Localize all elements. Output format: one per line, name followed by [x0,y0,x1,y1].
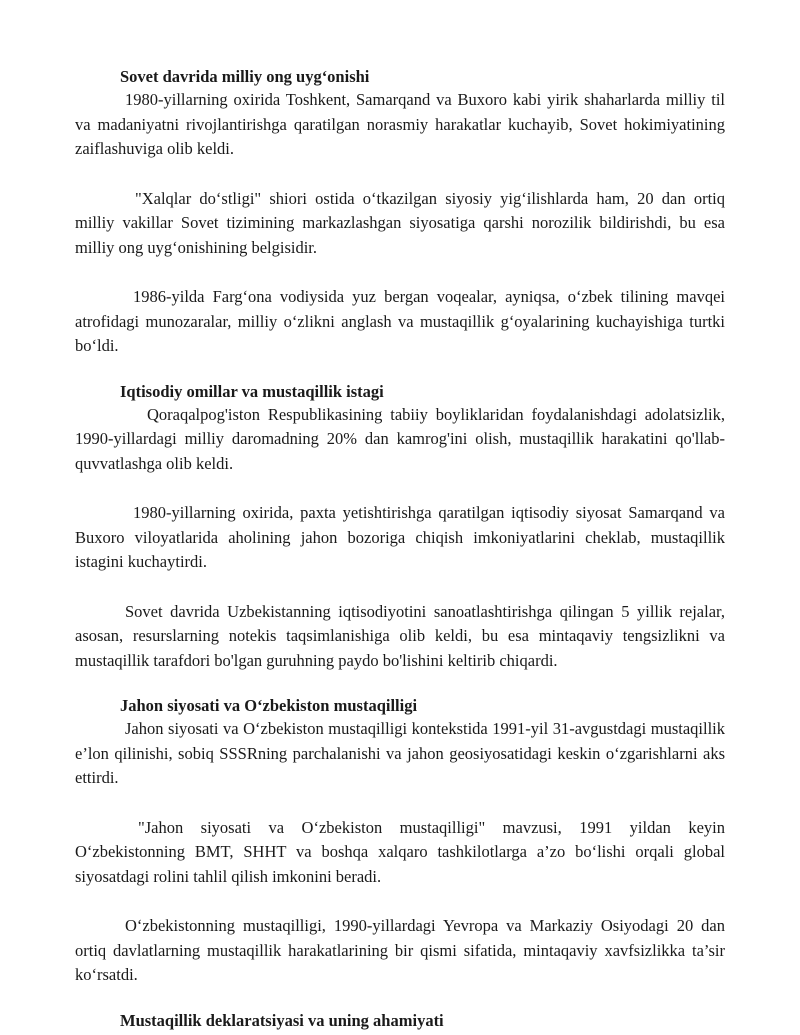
section-heading-national-awakening: Sovet davrida milliy ong uyg‘onishi [120,67,370,86]
paragraph: 1980-yillarning oxirida Toshkent, Samarqand va Buxoro kabi yirik shaharlarda milliy til va madaniyatni rivojlantirishga qaratilgan norasmiy harakatlar kuchayib, Sovet hokimiyatining zaiflashuviga olib keldi. [75,90,725,158]
paragraph: "Xalqlar do‘stligi" shiori ostida o‘tkazilgan siyosiy yig‘ilishlarda ham, 20 dan ortiq milliy vakillar Sovet tizimining markazlashgan siyosatiga qarshi norozilik bildirishdi, bu esa milliy ong uyg‘onishining belgisidir. [75,188,725,257]
paragraph: 1986-yilda Farg‘ona vodiysida yuz bergan voqealar, ayniqsa, o‘zbek tilining mavqei atrofidagi munozaralar, milliy o‘zlikni anglash va mustaqillik g‘oyalarining kuchayishiga turtki bo‘ldi. [75,287,725,355]
section-heading-declaration: Mustaqillik deklaratsiyasi va uning ahamiyati [120,1010,444,1030]
document-page [75,66,725,1032]
paragraph: "Jahon siyosati va O‘zbekiston mustaqilligi" mavzusi, 1991 yildan keyin O‘zbekistonning BMT, SHHT va boshqa xalqaro tashkilotlarga a’zo bo‘lishi orqali global siyosatdagi rolini tahlil qilish imkonini beradi. [75,817,725,886]
section-heading-economic-factors: Iqtisodiy omillar va mustaqillik istagi [120,381,384,401]
paragraph: O‘zbekistonning mustaqilligi, 1990-yillardagi Yevropa va Markaziy Osiyodagi 20 dan ortiq davlatlarning mustaqillik harakatlarining bir qismi sifatida, mintaqaviy xavfsizlikka ta’sir ko‘rsatdi. [75,916,725,984]
section-heading-world-politics: Jahon siyosati va O‘zbekiston mustaqilligi [120,696,418,715]
paragraph: Jahon siyosati va O‘zbekiston mustaqilligi kontekstida 1991-yil 31-avgustdagi mustaqillik e’lon qilinishi, sobiq SSSRning parchalanishi va jahon geosiyosatidagi keskin o‘zgarishlarni aks ettirdi. [75,719,725,787]
paragraph: 1980-yillarning oxirida, paxta yetishtirishga qaratilgan iqtisodiy siyosat Samarqand va Buxoro viloyatlarida aholining jahon bozoriga chiqish imkoniyatlarini cheklab, mustaqillik istagini kuchaytirdi. [75,503,725,571]
paragraph: Sovet davrida Uzbekistanning iqtisodiyotini sanoatlashtirishga qilingan 5 yillik rejalar, asosan, resurslarning notekis taqsimlanishiga olib keldi, bu esa mintaqaviy tengsizlikni va mustaqillik tarafdori bo'lgan guruhning paydo bo'lishini keltirib chiqardi. [75,601,725,670]
paragraph: Qoraqalpog'iston Respublikasining tabiiy boyliklaridan foydalanishdagi adolatsizlik, 1990-yillardagi milliy daromadning 20% dan kamrog'ini olish, mustaqillik harakatini qo'llab-quvvatlashga olib keldi. [75,404,725,473]
